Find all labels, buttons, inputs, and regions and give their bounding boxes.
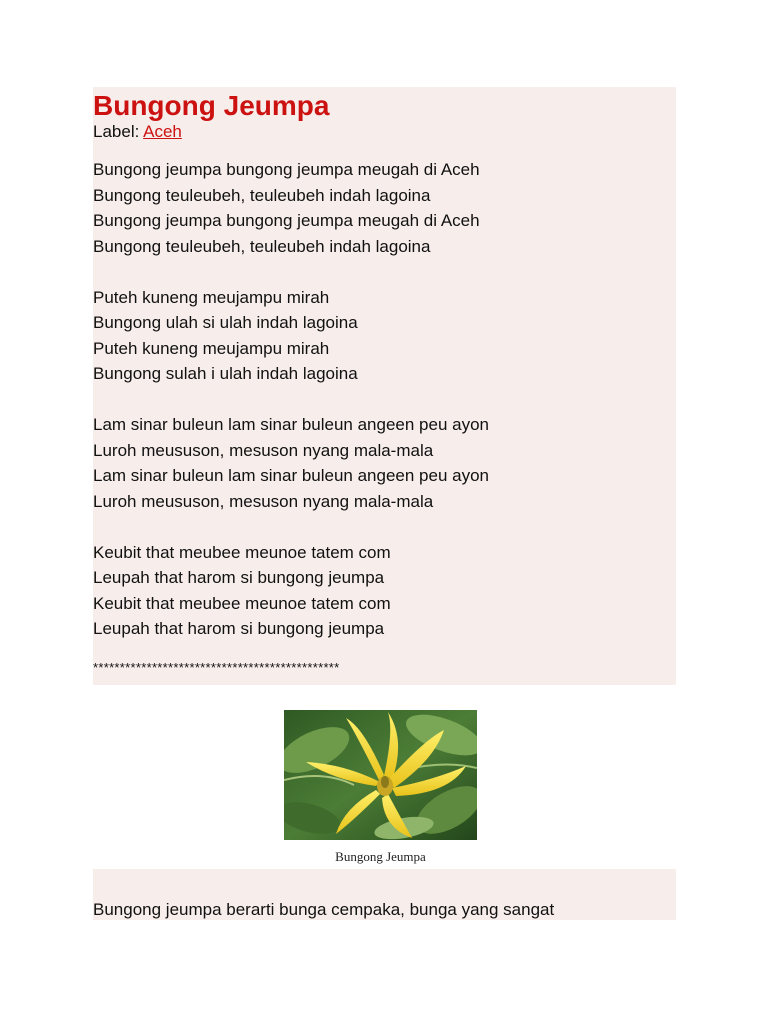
lyrics-stanza xyxy=(93,285,676,387)
separator-line: ********************************************** xyxy=(93,660,340,675)
lyric-line: Keubit that meubee meunoe tatem com xyxy=(93,542,391,562)
lyric-line: Luroh meususon, mesuson nyang mala-mala xyxy=(93,491,434,511)
lyric-line: Bungong ulah si ulah indah lagoina xyxy=(93,313,358,332)
lyrics-stanza xyxy=(93,540,676,642)
label-link-aceh[interactable]: Aceh xyxy=(143,122,182,141)
lyric-line: Bungong teuleubeh, teuleubeh indah lagoina xyxy=(93,185,431,205)
figure-caption: Bungong Jeumpa xyxy=(335,849,426,864)
lyrics-stanza xyxy=(93,412,676,514)
lyric-line: Bungong jeumpa bungong jeumpa meugah di Aceh xyxy=(93,160,480,179)
lyric-line: Leupah that harom si bungong jeumpa xyxy=(93,619,385,638)
lyric-line: Luroh meususon, mesuson nyang mala-mala xyxy=(93,440,434,460)
flower-photo-figure xyxy=(284,710,477,840)
lyric-line: Lam sinar buleun lam sinar buleun angeen peu ayon xyxy=(93,415,489,434)
label-prefix: Label: xyxy=(93,122,140,141)
lyric-line: Puteh kuneng meujampu mirah xyxy=(93,338,330,358)
lyric-line: Bungong sulah i ulah indah lagoina xyxy=(93,364,358,383)
description-paragraph xyxy=(93,869,676,920)
lyric-line: Lam sinar buleun lam sinar buleun angeen peu ayon xyxy=(93,466,489,485)
lyric-line: Keubit that meubee meunoe tatem com xyxy=(93,593,391,613)
lyrics-stanza xyxy=(93,157,676,259)
post-labels xyxy=(93,122,676,142)
lyric-line: Puteh kuneng meujampu mirah xyxy=(93,287,330,307)
description-text: Bungong jeumpa berarti bunga cempaka, bunga yang sangat xyxy=(93,900,555,919)
lyric-line: Bungong teuleubeh, teuleubeh indah lagoina xyxy=(93,236,431,256)
jeumpa-flower-image xyxy=(284,710,477,840)
post-body xyxy=(93,87,676,685)
post-title: Bungong Jeumpa xyxy=(93,90,330,121)
lyric-line: Leupah that harom si bungong jeumpa xyxy=(93,568,385,587)
lyric-line: Bungong jeumpa bungong jeumpa meugah di Aceh xyxy=(93,211,480,230)
